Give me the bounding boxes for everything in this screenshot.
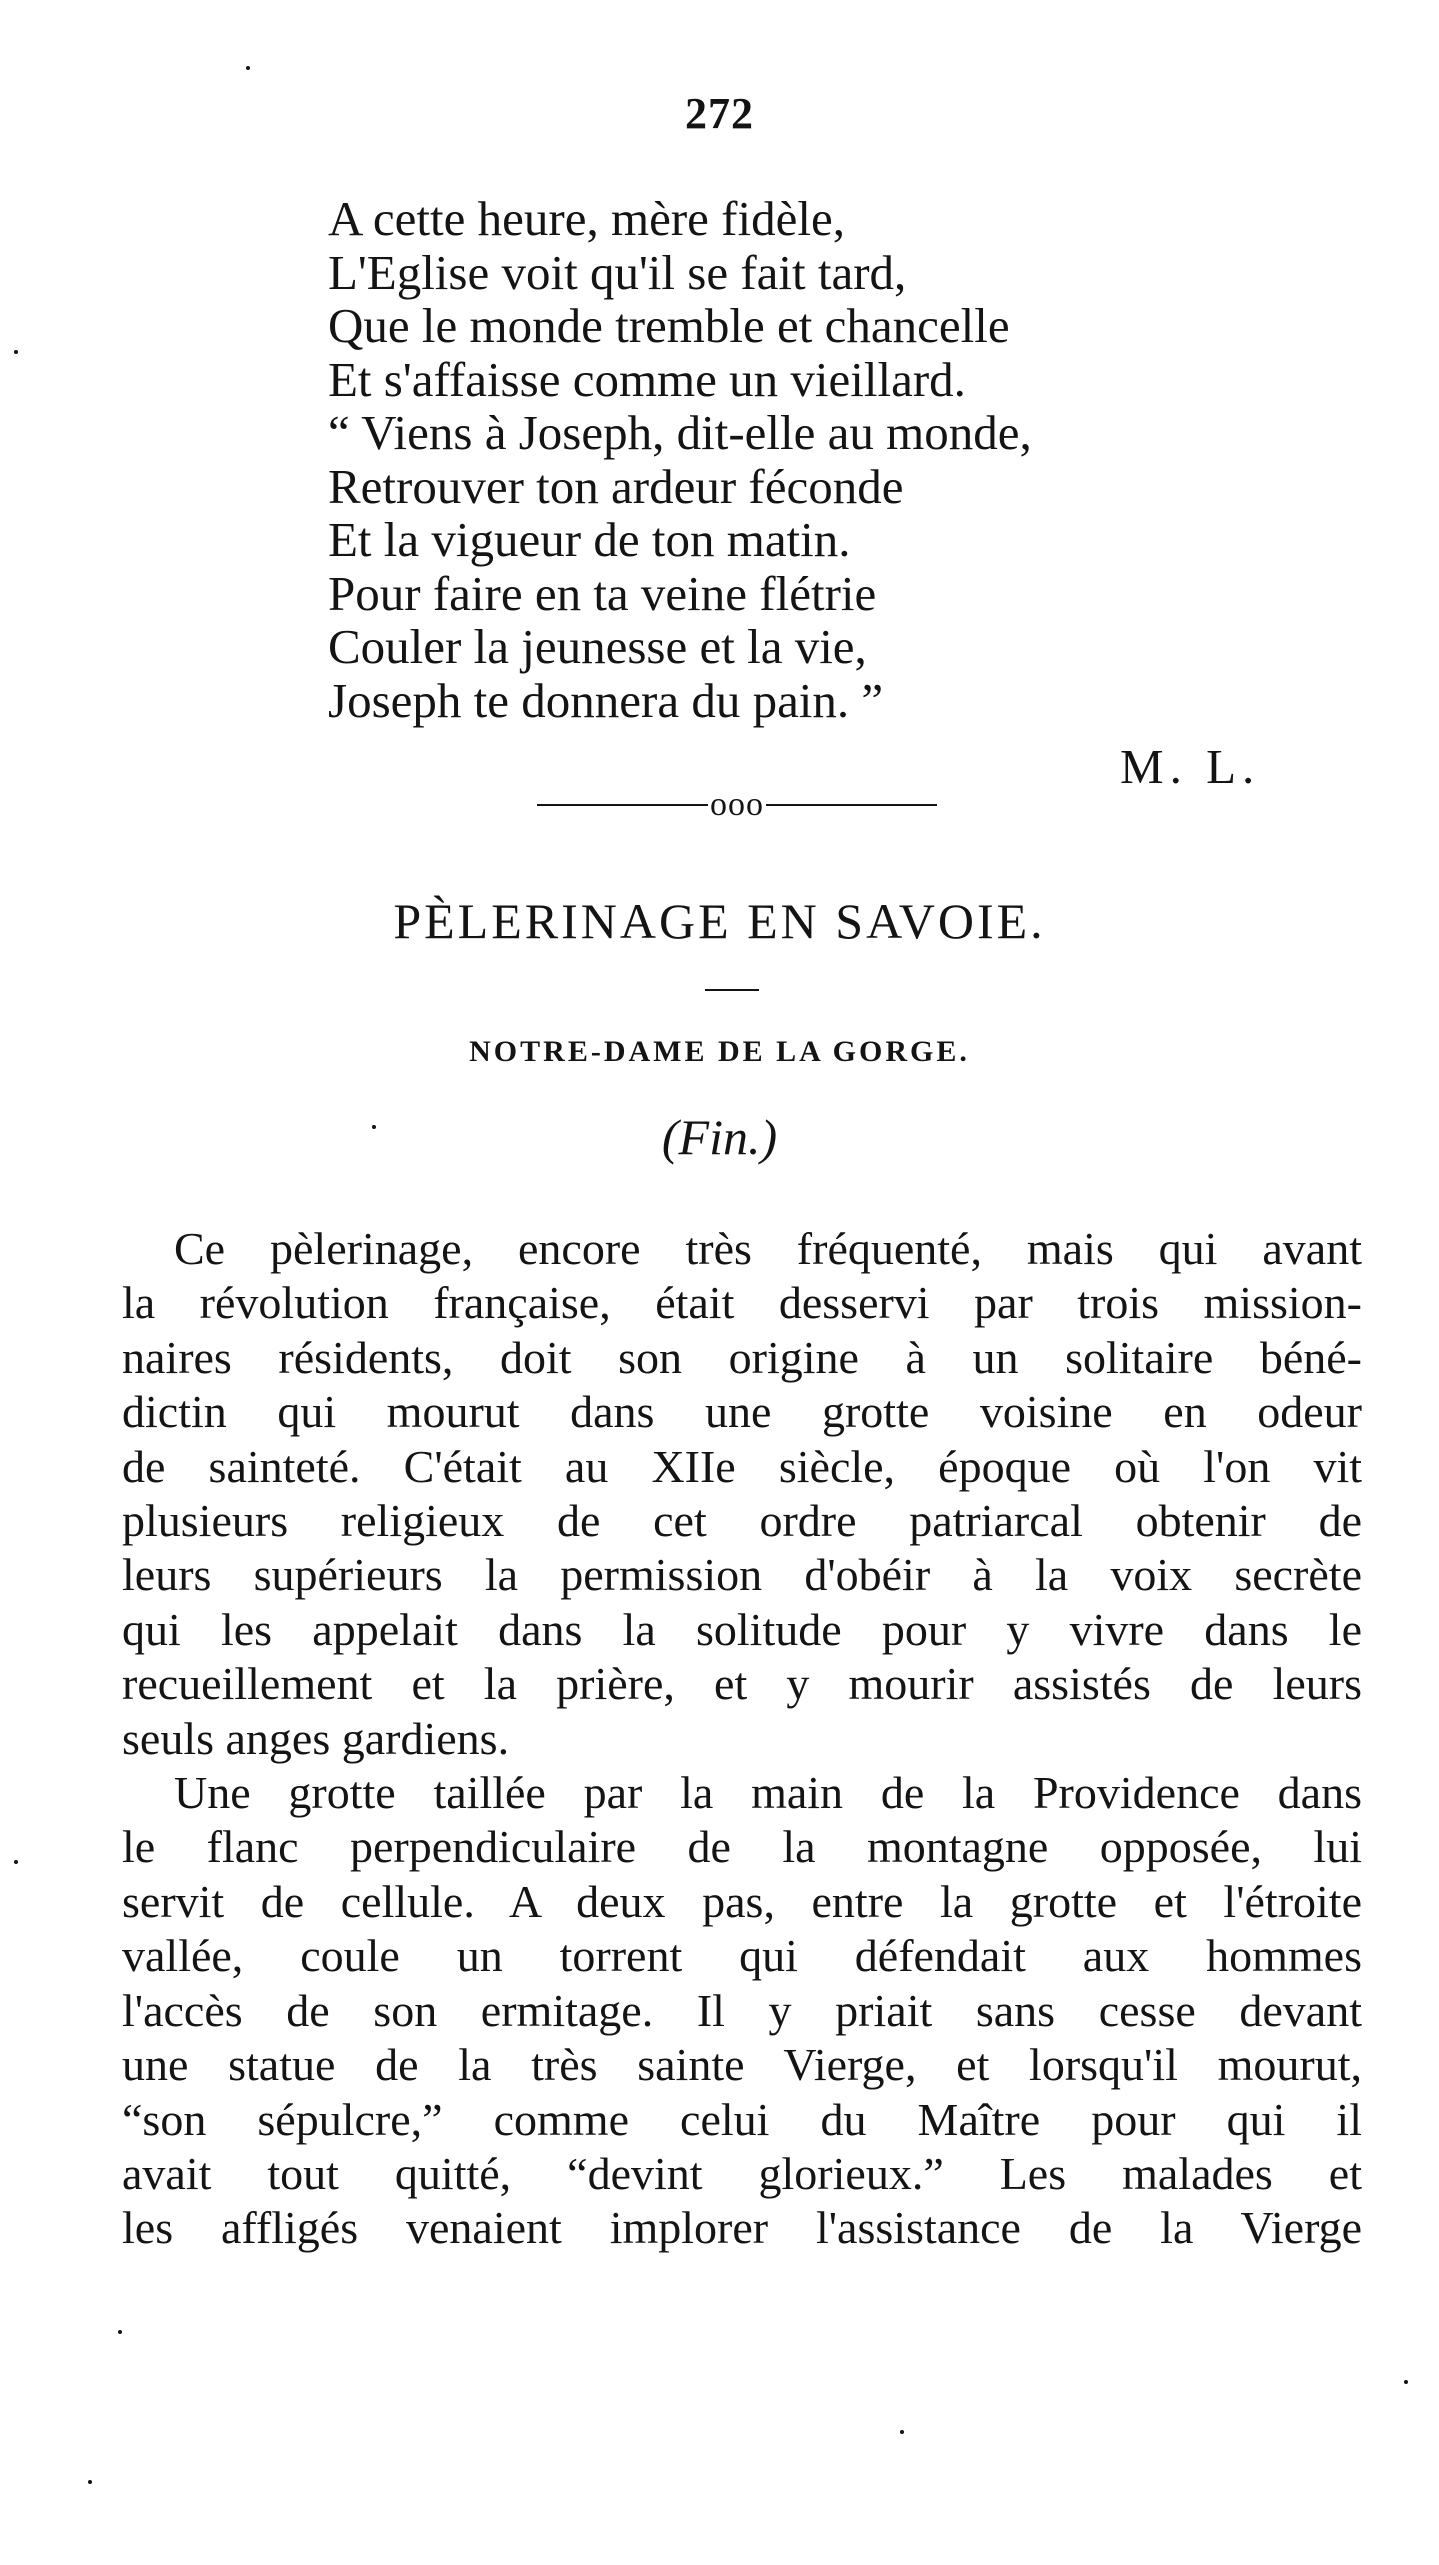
scan-speck bbox=[88, 2480, 92, 2484]
article-note-text: (Fin.) bbox=[661, 1109, 778, 1165]
text-line: naires résidents, doit son origine à un solitaire béné- bbox=[122, 1331, 1362, 1383]
article-subtitle: NOTRE-DAME DE LA GORGE. bbox=[469, 1035, 970, 1068]
poem-line: Et la vigueur de ton matin. bbox=[328, 512, 851, 567]
text-line: la révolution française, était desservi par trois mission- bbox=[122, 1277, 1362, 1329]
poem-line: Que le monde tremble et chancelle bbox=[328, 298, 1010, 353]
paragraph-1 bbox=[122, 1222, 1362, 1766]
scan-speck bbox=[246, 66, 250, 70]
text-line: plusieurs religieux de cet ordre patriarcal obtenir de bbox=[122, 1495, 1362, 1547]
divider-ornament: ooo bbox=[710, 786, 764, 823]
scan-speck bbox=[372, 1125, 376, 1129]
scan-speck bbox=[14, 350, 18, 354]
paragraph-2 bbox=[122, 1766, 1362, 2256]
poem-line: “ Viens à Joseph, dit-elle au monde, bbox=[328, 405, 1032, 460]
poem-line: Retrouver ton ardeur féconde bbox=[328, 458, 904, 514]
text-line: de sainteté. C'était au XIIe siècle, époque où l'on vit bbox=[122, 1440, 1362, 1492]
article-body bbox=[122, 1222, 1362, 2256]
poem bbox=[328, 192, 1308, 727]
scan-speck bbox=[1404, 2380, 1408, 2384]
page-number: 272 bbox=[685, 89, 754, 138]
text-line: “son sépulcre,” comme celui du Maître pour qui il bbox=[122, 2093, 1362, 2145]
article-note bbox=[0, 1108, 1439, 1166]
text-line: seuls anges gardiens. bbox=[122, 1712, 510, 1764]
text-line: l'accès de son ermitage. Il y priait sans cesse devant bbox=[122, 1984, 1362, 2036]
scan-speck bbox=[118, 2330, 122, 2334]
text-line: servit de cellule. A deux pas, entre la grotte et l'étroite bbox=[122, 1875, 1362, 1927]
divider-rule-left bbox=[537, 804, 708, 806]
text-line: dictin qui mourut dans une grotte voisine en odeur bbox=[122, 1386, 1362, 1438]
poem-line: Pour faire en ta veine flétrie bbox=[328, 565, 877, 621]
title-dash bbox=[705, 989, 759, 991]
text-line: les affligés venaient implorer l'assistance de la Vierge bbox=[122, 2202, 1362, 2254]
scan-speck bbox=[14, 1860, 18, 1864]
scan-speck bbox=[900, 2430, 904, 2434]
poem-signature: M. L. bbox=[1120, 739, 1261, 794]
poem-line: Et s'affaisse comme un vieillard. bbox=[328, 351, 966, 407]
poem-line: L'Eglise voit qu'il se fait tard, bbox=[328, 244, 907, 300]
text-line: le flanc perpendiculaire de la montagne opposée, lui bbox=[122, 1821, 1362, 1873]
text-line: qui les appelait dans la solitude pour y vivre dans le bbox=[122, 1603, 1362, 1655]
text-line: leurs supérieurs la permission d'obéir à la voix secrète bbox=[122, 1549, 1362, 1601]
poem-line: Joseph te donnera du pain. ” bbox=[328, 672, 884, 728]
divider-rule-right bbox=[766, 804, 937, 806]
poem-line: Couler la jeunesse et la vie, bbox=[328, 619, 867, 674]
section-divider bbox=[537, 785, 937, 825]
text-line: avait tout quitté, “devint glorieux.” Les malades et bbox=[122, 2147, 1362, 2199]
text-line: Une grotte taillée par la main de la Providence dans bbox=[174, 1767, 1362, 1819]
poem-line: A cette heure, mère fidèle, bbox=[328, 191, 845, 246]
article-title: PÈLERINAGE EN SAVOIE. bbox=[393, 893, 1046, 949]
text-line: recueillement et la prière, et y mourir assistés de leurs bbox=[122, 1658, 1362, 1710]
text-line: vallée, coule un torrent qui défendait aux hommes bbox=[122, 1930, 1362, 1982]
text-line: Ce pèlerinage, encore très fréquenté, mais qui avant bbox=[174, 1223, 1362, 1274]
text-line: une statue de la très sainte Vierge, et lorsqu'il mourut, bbox=[122, 2039, 1362, 2091]
